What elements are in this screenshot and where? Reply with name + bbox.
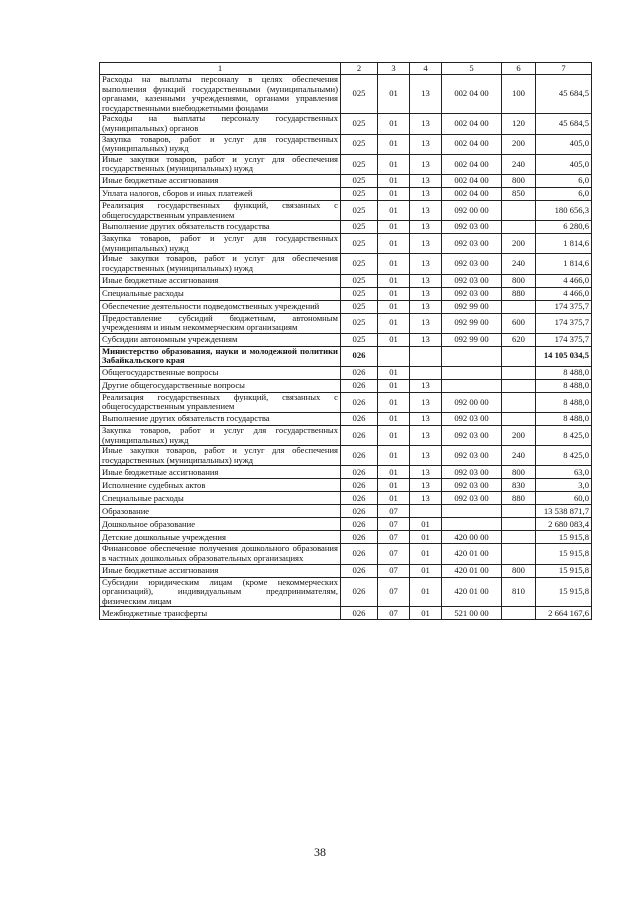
target-article-cell: 521 00 00 [442,607,502,620]
admin-code-cell: 025 [341,274,378,287]
target-article-cell: 092 03 00 [442,446,502,466]
amount-cell: 1 814,6 [536,254,592,274]
table-row [100,300,592,313]
subsection-code-cell: 13 [410,187,442,200]
target-article-cell: 420 01 00 [442,544,502,564]
target-article-cell: 092 03 00 [442,234,502,254]
row-name-cell: Закупка товаров, работ и услуг для государственных (муниципальных) нужд [100,234,341,254]
amount-cell: 8 425,0 [536,426,592,446]
row-name-cell: Специальные расходы [100,492,341,505]
table-row [100,518,592,531]
admin-code-cell: 025 [341,287,378,300]
section-code-cell: 01 [378,446,410,466]
table-row [100,254,592,274]
subsection-code-cell [410,366,442,379]
table-row [100,466,592,479]
expense-type-cell: 200 [502,234,536,254]
section-code-cell: 01 [378,254,410,274]
section-code-cell: 01 [378,333,410,346]
expense-type-cell: 240 [502,254,536,274]
admin-code-cell: 026 [341,392,378,412]
table-row [100,564,592,577]
row-name-cell: Обеспечение деятельности подведомственных учреждений [100,300,341,313]
admin-code-cell: 026 [341,531,378,544]
amount-cell: 180 656,3 [536,200,592,220]
subsection-code-cell: 13 [410,466,442,479]
target-article-cell: 092 03 00 [442,479,502,492]
amount-cell: 2 664 167,6 [536,607,592,620]
target-article-cell: 092 03 00 [442,426,502,446]
row-name-cell: Уплата налогов, сборов и иных платежей [100,187,341,200]
expense-type-cell: 240 [502,154,536,174]
target-article-cell: 002 04 00 [442,187,502,200]
table-row [100,492,592,505]
admin-code-cell: 025 [341,200,378,220]
row-name-cell: Выполнение других обязательств государства [100,413,341,426]
target-article-cell: 092 99 00 [442,333,502,346]
expense-type-cell: 120 [502,114,536,134]
table-row [100,134,592,154]
target-article-cell: 002 04 00 [442,154,502,174]
section-code-cell: 01 [378,366,410,379]
row-name-cell: Иные бюджетные ассигнования [100,564,341,577]
target-article-cell: 092 03 00 [442,221,502,234]
expense-type-cell [502,346,536,366]
subsection-code-cell: 13 [410,114,442,134]
target-article-cell: 002 04 00 [442,134,502,154]
amount-cell: 174 375,7 [536,333,592,346]
column-header: 1 [100,63,341,75]
amount-cell: 45 684,5 [536,75,592,114]
admin-code-cell: 025 [341,234,378,254]
row-name-cell: Иные бюджетные ассигнования [100,466,341,479]
target-article-cell: 092 03 00 [442,254,502,274]
amount-cell: 8 488,0 [536,379,592,392]
row-name-cell: Иные закупки товаров, работ и услуг для обеспечения государственных (муниципальных) нужд [100,154,341,174]
section-code-cell: 01 [378,174,410,187]
subsection-code-cell: 01 [410,577,442,607]
row-name-cell: Министерство образования, науки и молодежной политики Забайкальского края [100,346,341,366]
amount-cell: 6,0 [536,174,592,187]
amount-cell: 60,0 [536,492,592,505]
expense-type-cell: 880 [502,287,536,300]
table-row [100,577,592,607]
amount-cell: 4 466,0 [536,287,592,300]
table-row [100,154,592,174]
budget-table [99,62,592,620]
amount-cell: 14 105 034,5 [536,346,592,366]
target-article-cell [442,505,502,518]
row-name-cell: Иные закупки товаров, работ и услуг для обеспечения государственных (муниципальных) нужд [100,254,341,274]
expense-type-cell [502,366,536,379]
subsection-code-cell: 01 [410,518,442,531]
amount-cell: 8 488,0 [536,413,592,426]
expense-type-cell [502,300,536,313]
amount-cell: 174 375,7 [536,300,592,313]
amount-cell: 15 915,8 [536,577,592,607]
column-header: 6 [502,63,536,75]
subsection-code-cell: 13 [410,333,442,346]
section-code-cell: 01 [378,479,410,492]
subsection-code-cell: 13 [410,300,442,313]
amount-cell: 2 680 083,4 [536,518,592,531]
target-article-cell: 092 00 00 [442,200,502,220]
expense-type-cell [502,544,536,564]
amount-cell: 15 915,8 [536,531,592,544]
subsection-code-cell: 01 [410,564,442,577]
admin-code-cell: 026 [341,466,378,479]
row-name-cell: Дошкольное образование [100,518,341,531]
subsection-code-cell: 13 [410,426,442,446]
section-code-cell: 01 [378,300,410,313]
section-code-cell: 07 [378,607,410,620]
subsection-code-cell: 13 [410,174,442,187]
page-number: 38 [314,845,326,859]
column-header: 7 [536,63,592,75]
table-row [100,607,592,620]
subsection-code-cell: 01 [410,531,442,544]
section-code-cell: 07 [378,564,410,577]
section-code-cell [378,346,410,366]
target-article-cell: 092 03 00 [442,466,502,479]
expense-type-cell: 800 [502,564,536,577]
admin-code-cell: 026 [341,446,378,466]
admin-code-cell: 026 [341,492,378,505]
expense-type-cell [502,379,536,392]
subsection-code-cell: 13 [410,75,442,114]
target-article-cell: 092 03 00 [442,287,502,300]
row-name-cell: Специальные расходы [100,287,341,300]
expense-type-cell [502,518,536,531]
section-code-cell: 01 [378,287,410,300]
row-name-cell: Расходы на выплаты персоналу в целях обеспечения выполнения функций государственными (муниципальными) органами, казенными учреждениями, органами управления государственными внебюджетными фондами [100,75,341,114]
table-row [100,174,592,187]
target-article-cell [442,346,502,366]
expense-type-cell: 810 [502,577,536,607]
expense-type-cell: 600 [502,313,536,333]
table-header-row [100,63,592,75]
target-article-cell: 002 04 00 [442,114,502,134]
expense-type-cell: 240 [502,446,536,466]
target-article-cell: 092 03 00 [442,492,502,505]
subsection-code-cell: 01 [410,607,442,620]
amount-cell: 8 488,0 [536,392,592,412]
admin-code-cell: 026 [341,544,378,564]
admin-code-cell: 025 [341,154,378,174]
target-article-cell: 420 00 00 [442,531,502,544]
row-name-cell: Образование [100,505,341,518]
amount-cell: 6 280,6 [536,221,592,234]
expense-type-cell: 200 [502,134,536,154]
section-code-cell: 01 [378,134,410,154]
admin-code-cell: 025 [341,114,378,134]
target-article-cell [442,518,502,531]
target-article-cell [442,379,502,392]
admin-code-cell: 026 [341,379,378,392]
table-row [100,200,592,220]
admin-code-cell: 026 [341,505,378,518]
admin-code-cell: 025 [341,254,378,274]
amount-cell: 405,0 [536,154,592,174]
amount-cell: 15 915,8 [536,564,592,577]
row-name-cell: Иные бюджетные ассигнования [100,174,341,187]
row-name-cell: Закупка товаров, работ и услуг для государственных (муниципальных) нужд [100,134,341,154]
table-row [100,274,592,287]
table-row [100,446,592,466]
table-row [100,379,592,392]
section-code-cell: 01 [378,379,410,392]
subsection-code-cell: 13 [410,154,442,174]
expense-type-cell: 800 [502,174,536,187]
admin-code-cell: 025 [341,75,378,114]
admin-code-cell: 026 [341,413,378,426]
target-article-cell: 092 99 00 [442,300,502,313]
table-row [100,392,592,412]
section-code-cell: 01 [378,274,410,287]
subsection-code-cell: 13 [410,200,442,220]
table-row [100,505,592,518]
table-row [100,114,592,134]
section-code-cell: 01 [378,392,410,412]
amount-cell: 6,0 [536,187,592,200]
section-code-cell: 01 [378,492,410,505]
subsection-code-cell [410,346,442,366]
row-name-cell: Общегосударственные вопросы [100,366,341,379]
admin-code-cell: 026 [341,564,378,577]
subsection-code-cell: 13 [410,379,442,392]
row-name-cell: Финансовое обеспечение получения дошкольного образования в частных дошкольных образовательных организациях [100,544,341,564]
table-row [100,221,592,234]
amount-cell: 405,0 [536,134,592,154]
section-code-cell: 01 [378,200,410,220]
section-code-cell: 07 [378,544,410,564]
expense-type-cell: 100 [502,75,536,114]
admin-code-cell: 025 [341,134,378,154]
column-header: 4 [410,63,442,75]
section-code-cell: 07 [378,505,410,518]
target-article-cell: 092 03 00 [442,274,502,287]
expense-type-cell [502,531,536,544]
table-row [100,346,592,366]
subsection-code-cell [410,505,442,518]
target-article-cell: 092 00 00 [442,392,502,412]
section-code-cell: 01 [378,426,410,446]
table-row [100,313,592,333]
amount-cell: 174 375,7 [536,313,592,333]
expense-type-cell: 830 [502,479,536,492]
expense-type-cell: 800 [502,274,536,287]
admin-code-cell: 026 [341,607,378,620]
row-name-cell: Реализация государственных функций, связанных с общегосударственным управлением [100,392,341,412]
amount-cell: 8 488,0 [536,366,592,379]
section-code-cell: 01 [378,466,410,479]
subsection-code-cell: 13 [410,254,442,274]
subsection-code-cell: 13 [410,313,442,333]
section-code-cell: 01 [378,114,410,134]
subsection-code-cell: 13 [410,234,442,254]
admin-code-cell: 025 [341,221,378,234]
target-article-cell: 002 04 00 [442,174,502,187]
column-header: 5 [442,63,502,75]
subsection-code-cell: 13 [410,274,442,287]
admin-code-cell: 026 [341,426,378,446]
subsection-code-cell: 13 [410,221,442,234]
section-code-cell: 01 [378,234,410,254]
admin-code-cell: 026 [341,518,378,531]
row-name-cell: Другие общегосударственные вопросы [100,379,341,392]
amount-cell: 1 814,6 [536,234,592,254]
row-name-cell: Межбюджетные трансферты [100,607,341,620]
table-row [100,333,592,346]
amount-cell: 4 466,0 [536,274,592,287]
table-row [100,413,592,426]
column-header: 2 [341,63,378,75]
expense-type-cell [502,607,536,620]
expense-type-cell [502,200,536,220]
row-name-cell: Иные бюджетные ассигнования [100,274,341,287]
table-row [100,544,592,564]
admin-code-cell: 026 [341,346,378,366]
subsection-code-cell: 13 [410,446,442,466]
expense-type-cell: 800 [502,466,536,479]
amount-cell: 15 915,8 [536,544,592,564]
row-name-cell: Реализация государственных функций, связанных с общегосударственным управлением [100,200,341,220]
admin-code-cell: 025 [341,300,378,313]
subsection-code-cell: 13 [410,413,442,426]
admin-code-cell: 025 [341,187,378,200]
budget-page [99,62,591,620]
section-code-cell: 07 [378,518,410,531]
table-row [100,234,592,254]
target-article-cell: 420 01 00 [442,577,502,607]
column-header: 3 [378,63,410,75]
row-name-cell: Выполнение других обязательств государства [100,221,341,234]
section-code-cell: 01 [378,221,410,234]
table-body [100,75,592,620]
table-row [100,479,592,492]
subsection-code-cell: 13 [410,392,442,412]
amount-cell: 13 538 871,7 [536,505,592,518]
table-row [100,426,592,446]
row-name-cell: Исполнение судебных актов [100,479,341,492]
target-article-cell: 092 03 00 [442,413,502,426]
amount-cell: 8 425,0 [536,446,592,466]
admin-code-cell: 025 [341,313,378,333]
subsection-code-cell: 13 [410,287,442,300]
row-name-cell: Расходы на выплаты персоналу государственных (муниципальных) органов [100,114,341,134]
row-name-cell: Иные закупки товаров, работ и услуг для обеспечения государственных (муниципальных) нужд [100,446,341,466]
expense-type-cell: 620 [502,333,536,346]
table-row [100,531,592,544]
section-code-cell: 07 [378,531,410,544]
row-name-cell: Субсидии юридическим лицам (кроме некоммерческих организаций), индивидуальным предпринимателям, физическим лицам [100,577,341,607]
admin-code-cell: 026 [341,479,378,492]
expense-type-cell [502,413,536,426]
target-article-cell [442,366,502,379]
section-code-cell: 01 [378,413,410,426]
expense-type-cell [502,392,536,412]
target-article-cell: 002 04 00 [442,75,502,114]
expense-type-cell [502,505,536,518]
subsection-code-cell: 01 [410,544,442,564]
row-name-cell: Субсидии автономным учреждениям [100,333,341,346]
table-row [100,187,592,200]
target-article-cell: 092 99 00 [442,313,502,333]
section-code-cell: 01 [378,187,410,200]
table-row [100,75,592,114]
admin-code-cell: 026 [341,366,378,379]
admin-code-cell: 025 [341,174,378,187]
amount-cell: 63,0 [536,466,592,479]
section-code-cell: 01 [378,313,410,333]
expense-type-cell: 850 [502,187,536,200]
table-row [100,366,592,379]
table-row [100,287,592,300]
section-code-cell: 07 [378,577,410,607]
row-name-cell: Закупка товаров, работ и услуг для государственных (муниципальных) нужд [100,426,341,446]
amount-cell: 3,0 [536,479,592,492]
expense-type-cell: 200 [502,426,536,446]
row-name-cell: Детские дошкольные учреждения [100,531,341,544]
section-code-cell: 01 [378,75,410,114]
amount-cell: 45 684,5 [536,114,592,134]
subsection-code-cell: 13 [410,134,442,154]
subsection-code-cell: 13 [410,492,442,505]
section-code-cell: 01 [378,154,410,174]
row-name-cell: Предоставление субсидий бюджетным, автономным учреждениям и иным некоммерческим организациям [100,313,341,333]
expense-type-cell: 880 [502,492,536,505]
expense-type-cell [502,221,536,234]
admin-code-cell: 026 [341,577,378,607]
target-article-cell: 420 01 00 [442,564,502,577]
subsection-code-cell: 13 [410,479,442,492]
admin-code-cell: 025 [341,333,378,346]
